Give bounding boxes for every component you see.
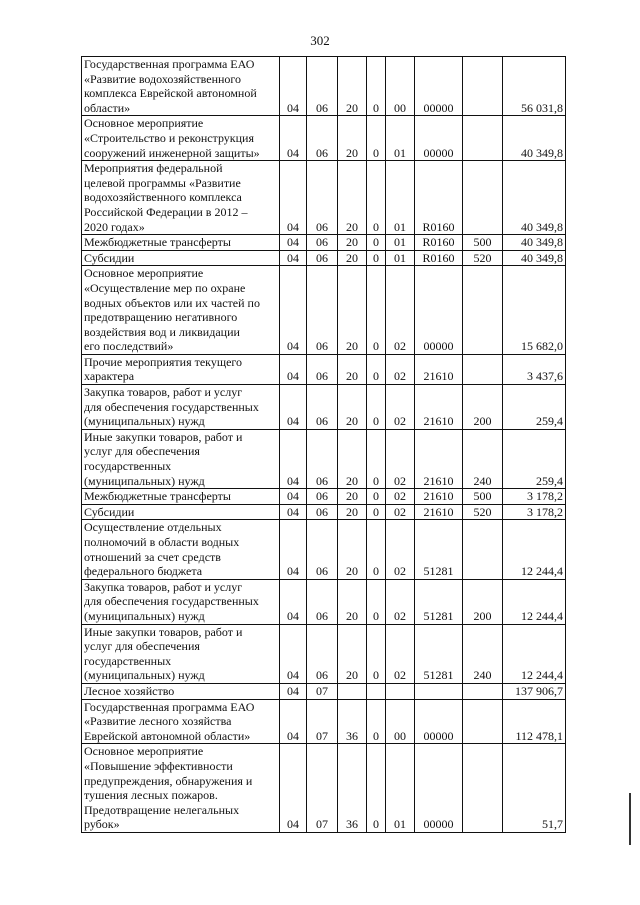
- subprogram-code-cell: 0: [367, 489, 386, 505]
- amount-cell: 3 178,2: [503, 489, 566, 505]
- program-code-cell: 20: [338, 116, 367, 161]
- item-name-line: Закупка товаров, работ и услуг: [84, 385, 243, 400]
- item-name-line: Прочие мероприятия текущего: [84, 354, 243, 369]
- subprogram-code-cell: 0: [367, 579, 386, 624]
- program-code-cell: 36: [338, 744, 367, 833]
- item-name-cell: [82, 429, 280, 488]
- item-name-line: Государственная программа ЕАО: [84, 57, 255, 71]
- item-name-cell: [82, 683, 280, 699]
- expense-type-cell: 520: [463, 250, 503, 266]
- table-row: [82, 385, 566, 430]
- section-code-cell: 04: [280, 116, 307, 161]
- table-row: [82, 489, 566, 505]
- event-code-cell: 02: [386, 624, 415, 683]
- item-name-cell: [82, 57, 280, 116]
- amount-cell: 15 682,0: [503, 266, 566, 355]
- item-name-line: «Развитие водохозяйственного: [84, 71, 242, 86]
- item-name-cell: [82, 250, 280, 266]
- item-name-line: Субсидии: [84, 504, 135, 519]
- item-name-line: Предотвращение нелегальных: [84, 802, 240, 817]
- item-name-line: предотвращению негативного: [84, 310, 238, 325]
- program-code-cell: 20: [338, 429, 367, 488]
- item-name-cell: [82, 744, 280, 833]
- amount-cell: 51,7: [503, 744, 566, 833]
- section-code-cell: 04: [280, 266, 307, 355]
- program-code-cell: 36: [338, 699, 367, 744]
- expense-type-cell: 520: [463, 504, 503, 520]
- item-name-line: воздействия вод и ликвидации: [84, 324, 240, 339]
- expense-type-cell: [463, 744, 503, 833]
- direction-code-cell: 00000: [415, 116, 463, 161]
- item-name-line: целевой программы «Развитие: [84, 175, 241, 190]
- item-name-line: полномочий в области водных: [84, 535, 240, 549]
- subsection-code-cell: 06: [307, 520, 338, 579]
- subsection-code-cell: 06: [307, 579, 338, 624]
- item-name-line: Еврейской автономной области»: [84, 728, 251, 743]
- event-code-cell: 00: [386, 699, 415, 744]
- item-name-cell: [82, 579, 280, 624]
- table-row: [82, 683, 566, 699]
- expense-type-cell: 200: [463, 579, 503, 624]
- expense-type-cell: [463, 57, 503, 116]
- section-code-cell: 04: [280, 744, 307, 833]
- item-name-line: характера: [84, 369, 135, 384]
- direction-code-cell: 21610: [415, 385, 463, 430]
- program-code-cell: 20: [338, 250, 367, 266]
- item-name-line: Основное мероприятие: [84, 116, 204, 131]
- table-row: [82, 235, 566, 251]
- direction-code-cell: [415, 683, 463, 699]
- section-code-cell: 04: [280, 579, 307, 624]
- event-code-cell: 01: [386, 161, 415, 235]
- amount-cell: 259,4: [503, 429, 566, 488]
- item-name-line: сооружений инженерной защиты»: [84, 145, 260, 160]
- event-code-cell: 02: [386, 520, 415, 579]
- item-name-line: Мероприятия федеральной: [84, 161, 223, 176]
- scan-edge-mark: [629, 793, 631, 845]
- expense-type-cell: [463, 354, 503, 384]
- subsection-code-cell: 07: [307, 683, 338, 699]
- program-code-cell: 20: [338, 579, 367, 624]
- subprogram-code-cell: 0: [367, 699, 386, 744]
- item-name-line: для обеспечения государственных: [84, 399, 259, 414]
- table-row: [82, 266, 566, 355]
- section-code-cell: 04: [280, 250, 307, 266]
- expense-type-cell: 240: [463, 624, 503, 683]
- amount-cell: 3 437,6: [503, 354, 566, 384]
- expense-type-cell: [463, 161, 503, 235]
- item-name-line: «Строительство и реконструкция: [84, 130, 254, 145]
- item-name-line: «Повышение эффективности: [84, 758, 233, 773]
- amount-cell: 40 349,8: [503, 235, 566, 251]
- subprogram-code-cell: 0: [367, 354, 386, 384]
- amount-cell: 259,4: [503, 385, 566, 430]
- table-row: [82, 520, 566, 579]
- amount-cell: 56 031,8: [503, 57, 566, 116]
- direction-code-cell: 21610: [415, 489, 463, 505]
- item-name-line: Межбюджетные трансферты: [84, 235, 231, 250]
- item-name-line: «Развитие лесного хозяйства: [84, 714, 232, 729]
- page-number: 302: [310, 33, 330, 48]
- subsection-code-cell: 06: [307, 116, 338, 161]
- item-name-line: Основное мероприятие: [84, 266, 204, 281]
- event-code-cell: 02: [386, 504, 415, 520]
- section-code-cell: 04: [280, 520, 307, 579]
- item-name-line: Лесное хозяйство: [84, 683, 175, 698]
- subprogram-code-cell: 0: [367, 57, 386, 116]
- direction-code-cell: R0160: [415, 250, 463, 266]
- direction-code-cell: 21610: [415, 429, 463, 488]
- item-name-line: тушения лесных пожаров.: [84, 788, 218, 803]
- amount-cell: 40 349,8: [503, 161, 566, 235]
- event-code-cell: [386, 683, 415, 699]
- direction-code-cell: 51281: [415, 520, 463, 579]
- item-name-cell: [82, 116, 280, 161]
- item-name-line: предупреждения, обнаружения и: [84, 773, 253, 788]
- section-code-cell: 04: [280, 429, 307, 488]
- item-name-line: рубок»: [84, 817, 120, 832]
- item-name-cell: [82, 161, 280, 235]
- item-name-line: государственных: [84, 653, 172, 668]
- subprogram-code-cell: 0: [367, 624, 386, 683]
- amount-cell: 40 349,8: [503, 250, 566, 266]
- event-code-cell: 02: [386, 354, 415, 384]
- expense-type-cell: [463, 683, 503, 699]
- amount-cell: 112 478,1: [503, 699, 566, 744]
- direction-code-cell: 00000: [415, 699, 463, 744]
- section-code-cell: 04: [280, 161, 307, 235]
- table-row: [82, 250, 566, 266]
- item-name-line: (муниципальных) нужд: [84, 414, 205, 429]
- subprogram-code-cell: 0: [367, 744, 386, 833]
- program-code-cell: 20: [338, 161, 367, 235]
- item-name-line: (муниципальных) нужд: [84, 608, 205, 623]
- expense-type-cell: 500: [463, 235, 503, 251]
- expense-type-cell: [463, 520, 503, 579]
- subsection-code-cell: 07: [307, 744, 338, 833]
- program-code-cell: 20: [338, 266, 367, 355]
- program-code-cell: 20: [338, 354, 367, 384]
- subsection-code-cell: 06: [307, 429, 338, 488]
- subprogram-code-cell: 0: [367, 235, 386, 251]
- program-code-cell: [338, 683, 367, 699]
- item-name-line: Межбюджетные трансферты: [84, 489, 231, 504]
- item-name-line: Основное мероприятие: [84, 744, 204, 759]
- item-name-line: отношений за счет средств: [84, 549, 221, 564]
- section-code-cell: 04: [280, 683, 307, 699]
- item-name-cell: [82, 504, 280, 520]
- event-code-cell: 00: [386, 57, 415, 116]
- item-name-cell: [82, 699, 280, 744]
- section-code-cell: 04: [280, 385, 307, 430]
- item-name-cell: [82, 266, 280, 355]
- subprogram-code-cell: [367, 683, 386, 699]
- item-name-line: услуг для обеспечения: [84, 639, 200, 654]
- expense-type-cell: 240: [463, 429, 503, 488]
- subprogram-code-cell: 0: [367, 385, 386, 430]
- item-name-line: «Осуществление мер по охране: [84, 280, 246, 295]
- subprogram-code-cell: 0: [367, 429, 386, 488]
- section-code-cell: 04: [280, 235, 307, 251]
- subsection-code-cell: 06: [307, 354, 338, 384]
- subprogram-code-cell: 0: [367, 504, 386, 520]
- item-name-line: Иные закупки товаров, работ и: [84, 624, 243, 639]
- amount-cell: 12 244,4: [503, 624, 566, 683]
- item-name-cell: [82, 354, 280, 384]
- subsection-code-cell: 06: [307, 504, 338, 520]
- item-name-line: Субсидии: [84, 250, 135, 265]
- subsection-code-cell: 06: [307, 266, 338, 355]
- item-name-line: 2020 годах»: [84, 219, 145, 234]
- table-row: [82, 57, 566, 116]
- table-row: [82, 624, 566, 683]
- amount-cell: 12 244,4: [503, 520, 566, 579]
- subsection-code-cell: 06: [307, 624, 338, 683]
- item-name-cell: [82, 520, 280, 579]
- section-code-cell: 04: [280, 489, 307, 505]
- item-name-line: государственных: [84, 459, 172, 474]
- table-row: [82, 504, 566, 520]
- item-name-line: Иные закупки товаров, работ и: [84, 429, 243, 444]
- subsection-code-cell: 06: [307, 385, 338, 430]
- expense-type-cell: [463, 699, 503, 744]
- section-code-cell: 04: [280, 354, 307, 384]
- item-name-cell: [82, 235, 280, 251]
- expense-type-cell: 200: [463, 385, 503, 430]
- section-code-cell: 04: [280, 624, 307, 683]
- amount-cell: 40 349,8: [503, 116, 566, 161]
- subsection-code-cell: 06: [307, 250, 338, 266]
- subsection-code-cell: 07: [307, 699, 338, 744]
- amount-cell: 3 178,2: [503, 504, 566, 520]
- program-code-cell: 20: [338, 624, 367, 683]
- item-name-cell: [82, 489, 280, 505]
- direction-code-cell: 51281: [415, 579, 463, 624]
- amount-cell: 137 906,7: [503, 683, 566, 699]
- item-name-line: водохозяйственного комплекса: [84, 190, 242, 205]
- event-code-cell: 01: [386, 235, 415, 251]
- table-row: [82, 354, 566, 384]
- budget-table: [81, 56, 566, 833]
- subprogram-code-cell: 0: [367, 161, 386, 235]
- direction-code-cell: 00000: [415, 57, 463, 116]
- program-code-cell: 20: [338, 235, 367, 251]
- subprogram-code-cell: 0: [367, 250, 386, 266]
- item-name-line: для обеспечения государственных: [84, 594, 259, 609]
- amount-cell: 12 244,4: [503, 579, 566, 624]
- direction-code-cell: 51281: [415, 624, 463, 683]
- item-name-line: комплекса Еврейской автономной: [84, 86, 257, 101]
- item-name-line: Закупка товаров, работ и услуг: [84, 579, 243, 594]
- program-code-cell: 20: [338, 520, 367, 579]
- item-name-line: (муниципальных) нужд: [84, 473, 205, 488]
- subprogram-code-cell: 0: [367, 266, 386, 355]
- section-code-cell: 04: [280, 699, 307, 744]
- item-name-line: водных объектов или их частей по: [84, 295, 260, 310]
- program-code-cell: 20: [338, 57, 367, 116]
- expense-type-cell: 500: [463, 489, 503, 505]
- direction-code-cell: R0160: [415, 161, 463, 235]
- program-code-cell: 20: [338, 489, 367, 505]
- item-name-cell: [82, 624, 280, 683]
- table-row: [82, 579, 566, 624]
- table-row: [82, 744, 566, 833]
- event-code-cell: 02: [386, 579, 415, 624]
- table-row: [82, 429, 566, 488]
- direction-code-cell: 00000: [415, 744, 463, 833]
- table-row: [82, 161, 566, 235]
- event-code-cell: 02: [386, 266, 415, 355]
- expense-type-cell: [463, 266, 503, 355]
- event-code-cell: 02: [386, 489, 415, 505]
- event-code-cell: 01: [386, 250, 415, 266]
- item-name-cell: [82, 385, 280, 430]
- section-code-cell: 04: [280, 504, 307, 520]
- direction-code-cell: R0160: [415, 235, 463, 251]
- event-code-cell: 02: [386, 429, 415, 488]
- item-name-line: Осуществление отдельных: [84, 520, 222, 535]
- item-name-line: федерального бюджета: [84, 564, 203, 579]
- item-name-line: Российской Федерации в 2012 –: [84, 204, 248, 219]
- item-name-line: области»: [84, 100, 131, 115]
- subsection-code-cell: 06: [307, 161, 338, 235]
- table-row: [82, 116, 566, 161]
- direction-code-cell: 00000: [415, 266, 463, 355]
- subsection-code-cell: 06: [307, 235, 338, 251]
- table-row: [82, 699, 566, 744]
- event-code-cell: 02: [386, 385, 415, 430]
- item-name-line: Государственная программа ЕАО: [84, 699, 255, 714]
- expense-type-cell: [463, 116, 503, 161]
- event-code-cell: 01: [386, 116, 415, 161]
- subsection-code-cell: 06: [307, 489, 338, 505]
- subprogram-code-cell: 0: [367, 520, 386, 579]
- program-code-cell: 20: [338, 385, 367, 430]
- direction-code-cell: 21610: [415, 354, 463, 384]
- section-code-cell: 04: [280, 57, 307, 116]
- item-name-line: (муниципальных) нужд: [84, 668, 205, 683]
- subprogram-code-cell: 0: [367, 116, 386, 161]
- event-code-cell: 01: [386, 744, 415, 833]
- item-name-line: его последствий»: [84, 339, 174, 354]
- item-name-line: услуг для обеспечения: [84, 444, 200, 459]
- direction-code-cell: 21610: [415, 504, 463, 520]
- subsection-code-cell: 06: [307, 57, 338, 116]
- program-code-cell: 20: [338, 504, 367, 520]
